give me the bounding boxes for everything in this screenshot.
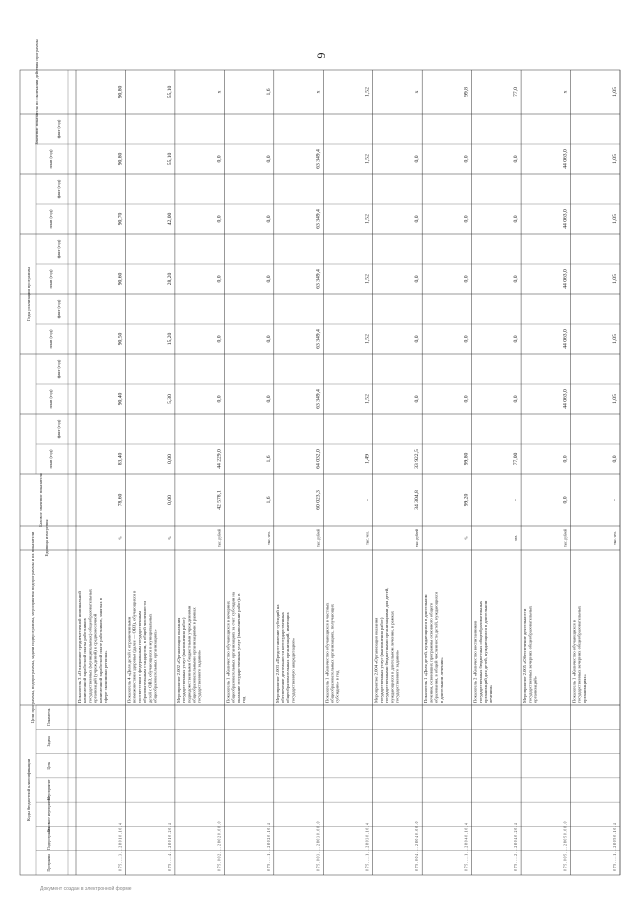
row-description: соответствии с федеральным государственным [136,611,142,703]
row-year-value: 90,40 [117,392,124,406]
row-year-value: 0,0 [216,335,223,343]
landscape-table [20,39,620,875]
row-description: лечении, освоивших программы основного общего [428,602,434,703]
row-description: организаций» [532,676,538,703]
header-unit: Единица измерения [44,519,49,557]
row-description: подведомственными бюджетными учреждениями [186,605,192,703]
row-description: государственных услуг (выполнения работ) [378,617,384,703]
row-description: Мероприятие 2.005 «Обеспечение деятельности [522,608,528,703]
row-base: 34 304,8 [414,490,421,510]
row-description: организаций (учреждений) к среднемесячной [92,613,98,703]
row-year-value: 0,0 [513,335,520,343]
row-final: x [315,90,322,94]
row-unit: тыс. чел. [365,531,370,545]
row-unit: тыс. рублей [563,529,568,547]
row-year-value: 1,6 [265,455,272,463]
row-base: 1,6 [265,496,272,504]
row-description: детей с ОВЗ, обучающихся в муниципальных [147,613,153,703]
table-root [20,39,620,875]
row-year-value: 0,0 [414,155,421,163]
row-final: 1,52 [364,87,371,97]
header-description: Цели программы, подпрограммы, задачи подпрограммы, мероприятия подпрограммы и их показатели [30,531,35,724]
row-year-value: 0,0 [216,275,223,283]
row-final: 55,10 [166,85,173,99]
row-year-value: 0,0 [513,215,520,223]
row-year-value: 0,0 [265,275,272,283]
row-base: 42 578,1 [216,490,223,510]
row-description: начисленной заработной плате работников, занятых в [97,598,103,703]
row-year-value: 28,20 [166,272,173,286]
row-year-value: 15,20 [166,332,173,346]
row-unit: % [118,536,123,540]
header-plan: план (год) [48,329,53,349]
header-fact: факт (год) [56,119,61,139]
row-year-value: 1,52 [364,274,371,284]
row-unit: % [167,536,172,540]
row-year-value: 5,30 [166,394,173,404]
row-codes: 0 7 5 . . . . 1 . . . 2 8 0 4 0 . 1 0 . 4 [464,823,469,871]
row-codes: 0 7 5 . . . . 1 . . . 2 8 0 2 0 . 1 0 . 4 [266,823,271,871]
row-year-value: 1,05 [612,154,618,164]
row-year-value: 0,0 [265,155,272,163]
row-year-value: 1,52 [364,334,371,344]
row-codes: 0 7 5 . . . . 1 . . . 2 8 0 3 0 . 1 0 . 4 [365,823,370,871]
row-description: организациях» [581,674,587,703]
row-year-value: 44 063,0 [562,389,569,409]
row-year-value: 0,0 [463,275,470,283]
row-description: общеобразовательных организаций, имеющих [285,612,291,703]
row-year-value: 63 349,4 [315,329,322,349]
row-description: общеобразовательных организациях, получающих [329,604,335,703]
row-description: Показатель 2 «Количество воспитанников [472,620,478,703]
row-year-value: 0,0 [414,335,421,343]
row-year-value: 0,0 [612,455,618,463]
row-year-value: 0,0 [265,395,272,403]
row-year-value: 0,0 [463,215,470,223]
row-codes: 0 7 5 . . . . 4 . . . 2 8 0 1 0 . 2 0 . 4 [167,823,172,871]
row-description: обеспечение деятельности негосударственных [280,612,286,703]
row-base: 0,00 [166,495,173,505]
row-year-value: 0,0 [513,155,520,163]
row-final: 1,6 [265,88,272,96]
row-final: 77,0 [513,87,520,97]
row-codes: 0 7 5 . 0 0 5 . . . . 2 8 0 5 0 . 0 0 . 0 [563,821,568,871]
row-description: государственными бюджетными организациями для детей, [384,587,390,703]
row-year-value: 0,0 [265,335,272,343]
row-year-value: 44 063,0 [562,209,569,229]
row-year-value: 1,05 [612,214,618,224]
row-description: Мероприятие 2.003 «Предоставление субсидий на [274,604,280,703]
row-base: - [612,499,618,501]
header-fact: факт (год) [56,359,61,379]
header-plan: план (год) [48,209,53,229]
header-code-part: Цель [47,761,51,770]
row-year-value: 99,80 [463,452,470,466]
row-description: общеобразовательных организациях за счет субсидии на [230,592,236,703]
row-unit: тыс. чел. [266,531,271,545]
row-description: возможностями здоровья (далее — ОВЗ), обучающихся в [131,590,137,703]
row-base: - [364,499,371,501]
row-year-value: 90,50 [117,332,124,346]
row-year-value: 64 032,0 [315,449,322,469]
row-year-value: 90,70 [117,212,124,226]
header-codes: Коды бюджетной классификации [26,758,31,822]
row-description: государственную аккредитацию» [290,637,296,703]
row-final: x [216,90,223,94]
row-year-value: 0,00 [166,454,173,464]
row-year-value: 0,0 [463,395,470,403]
header-fact: факт (год) [56,179,61,199]
header-years: Годы реализации программы [26,266,31,322]
header-fact: факт (год) [56,299,61,319]
row-year-value: 1,49 [364,454,371,464]
row-description: лечении» [488,684,494,703]
row-year-value: 1,05 [612,274,618,284]
row-codes: 0 7 5 . 0 0 2 . . . . 2 8 0 2 0 . 0 0 . 0 [217,821,222,871]
row-year-value: 42,00 [166,212,173,226]
row-description: Показатель 1 «Количество обучающихся в [571,620,577,703]
row-year-value: 1,52 [364,394,371,404]
row-unit: тыс. рублей [316,529,321,547]
row-description: Показатель 3 «Отношение среднемесячной номинальной [77,591,82,703]
row-year-value: 0,0 [414,395,421,403]
row-year-value: 44 063,0 [562,149,569,169]
row-description: начисленной заработной платы работников [82,618,88,703]
row-year-value: 83,40 [117,452,124,466]
row-year-value: 77,00 [513,452,520,466]
row-base: 99,20 [463,493,470,507]
header-code-part: Программа [47,854,51,872]
row-codes: 0 7 5 . 0 0 3 . . . . 2 8 0 3 0 . 0 0 . 0 [316,821,321,871]
row-final: x [414,90,421,94]
row-description: государственного задания» [196,649,202,703]
row-codes: 0 7 5 . . . . 2 . . . 2 8 0 4 0 . 2 0 . 4 [514,823,519,871]
row-description: государственных (муниципальных) общеобразовательных [87,588,93,703]
row-year-value: 63 349,4 [315,269,322,289]
header-base: Базовое значение показателя [38,473,43,527]
row-unit: тыс. чел. [613,531,617,545]
row-description: сфере экономики региона» [103,650,108,703]
row-final: x [562,90,569,94]
row-final: 90,80 [117,85,124,99]
row-year-value: 0,0 [216,155,223,163]
row-description: образования, в общей численности детей, нуждающихся [433,592,439,703]
row-year-value: 0,0 [562,455,569,463]
row-description: государственных услуг (выполнения работ) [181,617,187,703]
row-description: образовательным стандартом, в общей численности [142,601,148,703]
row-year-value: 44 063,0 [562,329,569,349]
row-unit: тыс. рублей [217,529,222,547]
row-year-value: 1,05 [612,394,618,404]
header-code-part: Показатель [47,708,51,726]
row-description: государственного задания» [394,649,400,703]
row-year-value: 44 063,0 [562,269,569,289]
row-year-value: 33 922,5 [414,449,421,469]
row-year-value: 0,0 [414,275,421,283]
row-final: 99,8 [463,87,470,97]
header-code-part: Основное мероприятие [47,796,51,833]
header-plan: план (год) [48,269,53,289]
header-final: Значение показателя по окончании действия программы [34,39,39,145]
header-fact: факт (год) [56,239,61,259]
row-unit: тыс. рублей [415,529,420,547]
row-year-value: 0,0 [513,275,520,283]
row-description: Показатель 1 «Количество обучающихся в частных [324,602,330,703]
row-year-value: 63 349,4 [315,389,322,409]
row-base: 0,0 [562,496,569,504]
table-border [20,70,620,875]
row-year-value: 0,0 [513,395,520,403]
row-base: 78,60 [117,493,124,507]
row-year-value: 90,80 [117,152,124,166]
row-year-value: 0,0 [414,215,421,223]
row-year-value: 63 349,4 [315,149,322,169]
row-year-value: 0,0 [216,215,223,223]
header-plan: план (год) [48,449,53,469]
row-base: 60 023,3 [315,490,322,510]
row-codes: 0 7 5 . . . . 3 . . . 2 8 0 1 0 . 1 0 . 4 [118,823,123,871]
row-description: государственных вечерних общеобразовательных [527,605,533,703]
row-description: в длительном лечении» [438,657,444,703]
document-footer: Документ создан в электронной форме [40,886,132,892]
row-description: государственных вечерних общеобразовательных [576,605,582,703]
row-description: год [240,696,246,703]
row-description: общеобразовательных организациях» [152,629,158,703]
row-year-value: 0,0 [216,395,223,403]
header-plan: план (год) [48,389,53,409]
row-description: Мероприятие 2.002 «Организация оказания [175,617,181,703]
header-fact: факт (год) [56,419,61,439]
row-codes: 0 7 5 . 0 0 4 . . . . 2 8 0 4 0 . 0 0 . 0 [415,821,420,871]
row-description: Показатель 1 «Количество обучающихся в вечерних [225,600,231,703]
header-code-part: Подпрограмма [47,827,51,850]
row-final: 1,05 [612,87,618,97]
header-code-part: Мероприятие [47,779,51,801]
row-year-value: 44 229,0 [216,449,223,469]
header-plan: план (год) [48,149,53,169]
row-codes: 0 7 5 . . . . 1 . . . 2 8 0 5 0 . 1 0 . 4 [613,823,617,871]
row-description: Мероприятие 2.004 «Организация оказания [373,617,379,703]
row-description: Показатель 1 «Доля детей, нуждающихся в длительном [423,594,429,703]
page-number: 6 [314,52,329,59]
row-year-value: 1,05 [612,334,618,344]
row-unit: % [464,536,469,540]
row-description: общеобразовательными организациями в рамках [191,607,197,703]
row-year-value: 0,0 [265,215,272,223]
row-description: Показатель 4 «Доля детей с ограниченными [126,616,132,703]
row-year-value: 63 349,4 [315,209,322,229]
row-year-value: 90,60 [117,272,124,286]
row-year-value: 0,0 [463,155,470,163]
row-base: - [513,499,520,501]
header-code-part: Задача [47,736,51,747]
row-year-value: 0,0 [463,335,470,343]
row-unit: чел. [514,534,519,542]
row-year-value: 1,52 [364,214,371,224]
row-description: организаций для детей, нуждающихся в длительном [483,600,489,703]
row-description: оказание государственных услуг (выполнение работ)» в [235,593,241,703]
row-year-value: 1,52 [364,154,371,164]
row-year-value: 55,10 [166,152,173,166]
row-description: нуждающихся в длительном лечении, в рамках [389,611,395,703]
row-description: государственных бюджетных общеобразовательных [477,600,483,703]
row-description: субсидию» в год [334,670,340,703]
